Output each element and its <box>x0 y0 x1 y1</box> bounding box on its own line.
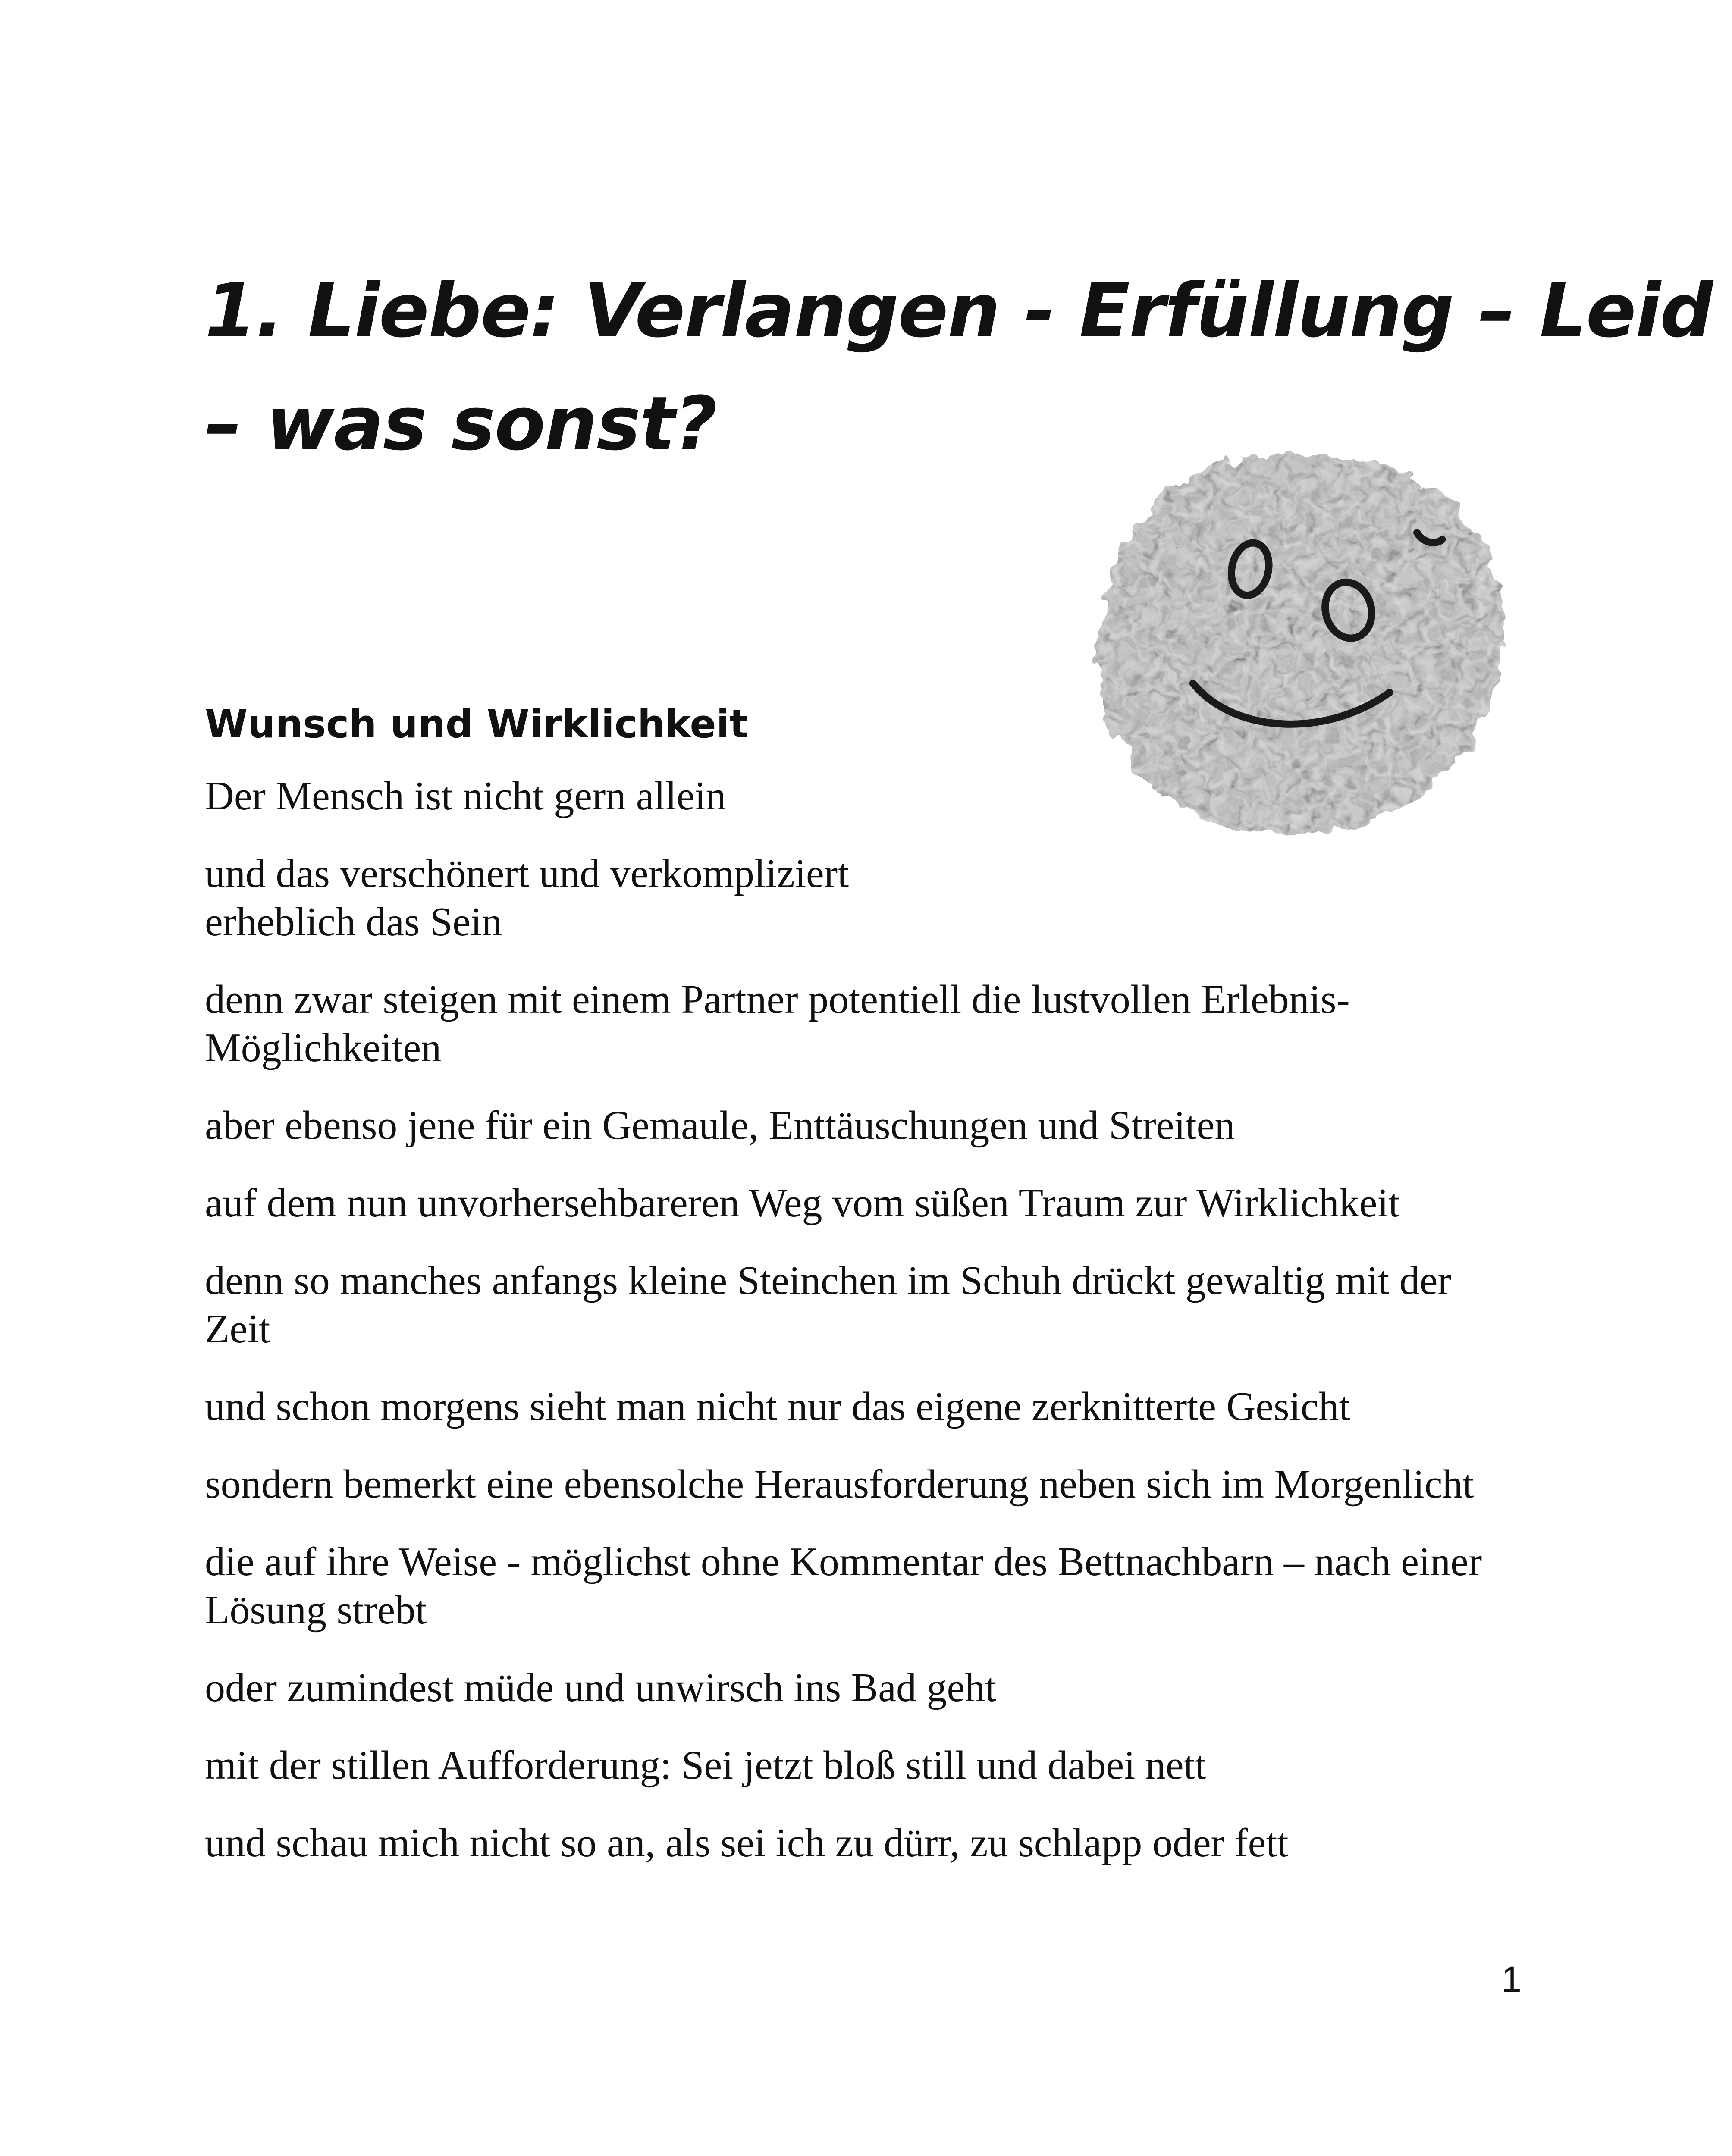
poem-line: denn zwar steigen mit einem Partner potentiell die lustvollen Erlebnis-Möglichkeiten <box>205 977 1350 1070</box>
section-heading: Wunsch und Wirklichkeit <box>205 702 748 747</box>
poem-line: auf dem nun unvorhersehbareren Weg vom süßen Traum zur Wirklichkeit <box>205 1181 1400 1225</box>
poem-line: sondern bemerkt eine ebensolche Herausforderung neben sich im Morgenlicht <box>205 1462 1474 1507</box>
poem-line: denn so manches anfangs kleine Steinchen im Schuh drückt gewaltig mit der Zeit <box>205 1258 1451 1351</box>
poem-line: und das verschönert und verkompliziert erheblich das Sein <box>205 851 849 944</box>
title-line-1: 1. Liebe: Verlangen - Erfüllung – Leid <box>205 267 1713 354</box>
page-number: 1 <box>1501 1959 1522 1999</box>
poem-line: die auf ihre Weise - möglichst ohne Kommentar des Bettnachbarn – nach einer Lösung strebt <box>205 1539 1482 1633</box>
poem-line: oder zumindest müde und unwirsch ins Bad geht <box>205 1665 997 1710</box>
poem-body <box>205 772 1520 1896</box>
poem-line: Der Mensch ist nicht gern allein <box>205 774 726 818</box>
poem-line: mit der stillen Aufforderung: Sei jetzt bloß still und dabei nett <box>205 1743 1206 1788</box>
poem-line: und schau mich nicht so an, als sei ich zu dürr, zu schlapp oder fett <box>205 1821 1289 1865</box>
poem-line: aber ebenso jene für ein Gemaule, Enttäuschungen und Streiten <box>205 1103 1235 1148</box>
title-line-2: – was sonst? <box>205 380 717 467</box>
poem-line: und schon morgens sieht man nicht nur das eigene zerknitterte Gesicht <box>205 1384 1350 1429</box>
